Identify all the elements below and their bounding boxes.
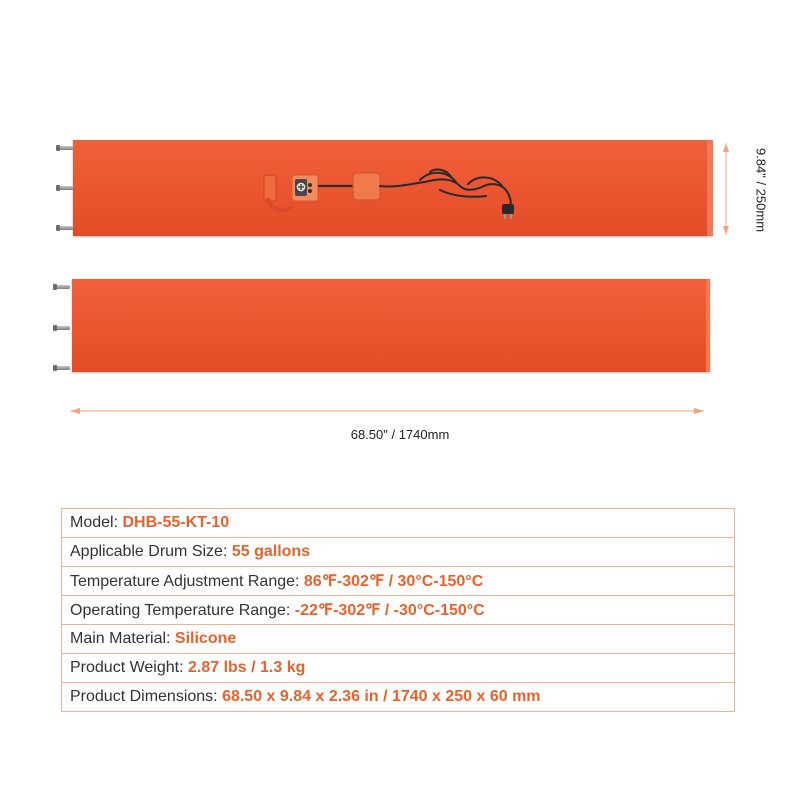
spec-row-dimensions [62, 683, 735, 712]
spec-value: 86℉-302℉ / 30°C-150°C [303, 573, 484, 590]
spec-cell [62, 509, 735, 538]
spec-cell [62, 538, 735, 567]
spec-cell [62, 596, 735, 625]
power-cord [380, 170, 511, 208]
spec-value: 55 gallons [231, 543, 311, 560]
spec-cell [62, 654, 735, 683]
spec-row-material [62, 625, 735, 654]
spec-cell [62, 625, 735, 654]
spec-label: Temperature Adjustment Range: [70, 573, 304, 590]
spec-label: Model: [70, 514, 123, 531]
spec-value: -22℉-302℉ / -30°C-150°C [294, 602, 485, 619]
power-plug-icon [502, 204, 514, 219]
spec-row-temperature-adjustment [62, 567, 735, 596]
spec-row-model [62, 509, 735, 538]
spec-value: DHB-55-KT-10 [122, 514, 230, 531]
width-dimension-line [70, 408, 704, 414]
height-dimension-label: 9.84" / 250mm [753, 147, 769, 233]
spec-value: 2.87 lbs / 1.3 kg [187, 659, 306, 676]
spec-row-operating-temperature [62, 596, 735, 625]
spec-cell [62, 683, 735, 712]
spec-label: Product Weight: [70, 659, 188, 676]
spec-label: Applicable Drum Size: [70, 543, 232, 560]
spec-value: 68.50 x 9.84 x 2.36 in / 1740 x 250 x 60 mm [222, 688, 541, 705]
spec-label: Product Dimensions: [70, 688, 223, 705]
spec-label: Operating Temperature Range: [70, 602, 295, 619]
spec-row-weight [62, 654, 735, 683]
spec-table [61, 508, 735, 712]
spec-cell [62, 567, 735, 596]
width-dimension-label: 68.50" / 1740mm [350, 427, 450, 442]
spec-label: Main Material: [70, 630, 175, 647]
spec-value: Silicone [174, 630, 237, 647]
height-dimension-line [723, 143, 729, 235]
junction-box-icon [353, 173, 380, 200]
spec-row-drum-size [62, 538, 735, 567]
thermostat-controller-icon [264, 175, 318, 210]
